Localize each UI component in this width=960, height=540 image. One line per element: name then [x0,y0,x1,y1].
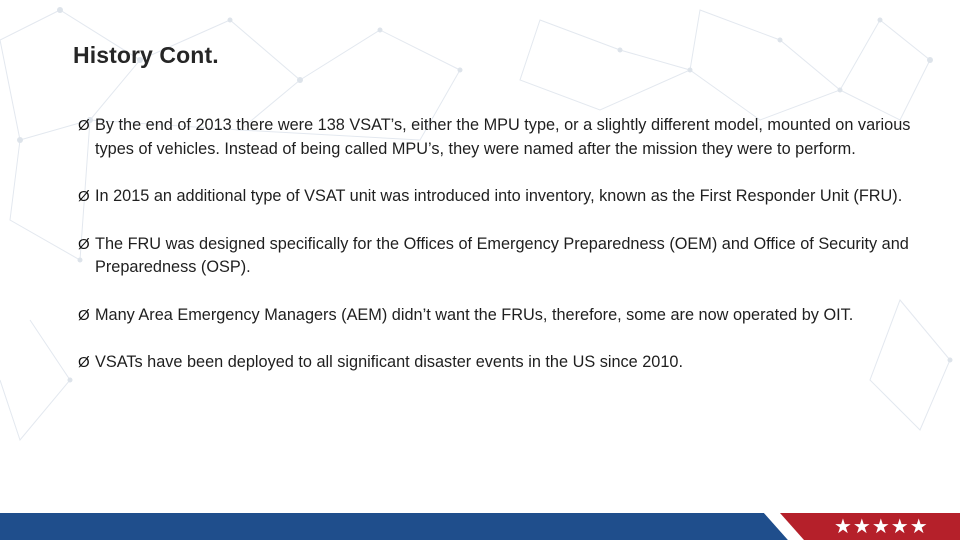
footer-band [0,513,960,540]
bullet-list [78,114,926,399]
arrow-bullet-icon: Ø [78,235,90,253]
bullet-text: In 2015 an additional type of VSAT unit was introduced into inventory, known as the First Responder Unit (FRU). [95,187,903,205]
arrow-bullet-icon: Ø [78,354,90,371]
footer-blue-bar [0,513,788,540]
arrow-bullet-icon: Ø [78,117,90,134]
slide-title: History Cont. [73,42,219,68]
bullet-item [78,114,926,161]
stars-icon: ★★★★★ [834,516,929,538]
bullet-text: VSATs have been deployed to all significant disaster events in the US since 2010. [95,353,683,371]
arrow-bullet-icon: Ø [78,188,90,205]
arrow-bullet-icon: Ø [78,306,90,324]
bullet-item [78,351,926,375]
bullet-text: Many Area Emergency Managers (AEM) didn’t want the FRUs, therefore, some are now operated by OIT. [95,305,854,324]
bullet-text: By the end of 2013 there were 138 VSAT’s, either the MPU type, or a slightly different model, mounted on various types of vehicles. Instead of being called MPU’s, they were named after the mission they were to perform. [95,116,911,158]
bullet-item [78,233,926,280]
bullet-text: The FRU was designed specifically for the Offices of Emergency Preparedness (OEM) and Office of Security and Preparedness (OSP). [95,234,909,276]
bullet-item [78,185,926,209]
bullet-item [78,304,926,328]
